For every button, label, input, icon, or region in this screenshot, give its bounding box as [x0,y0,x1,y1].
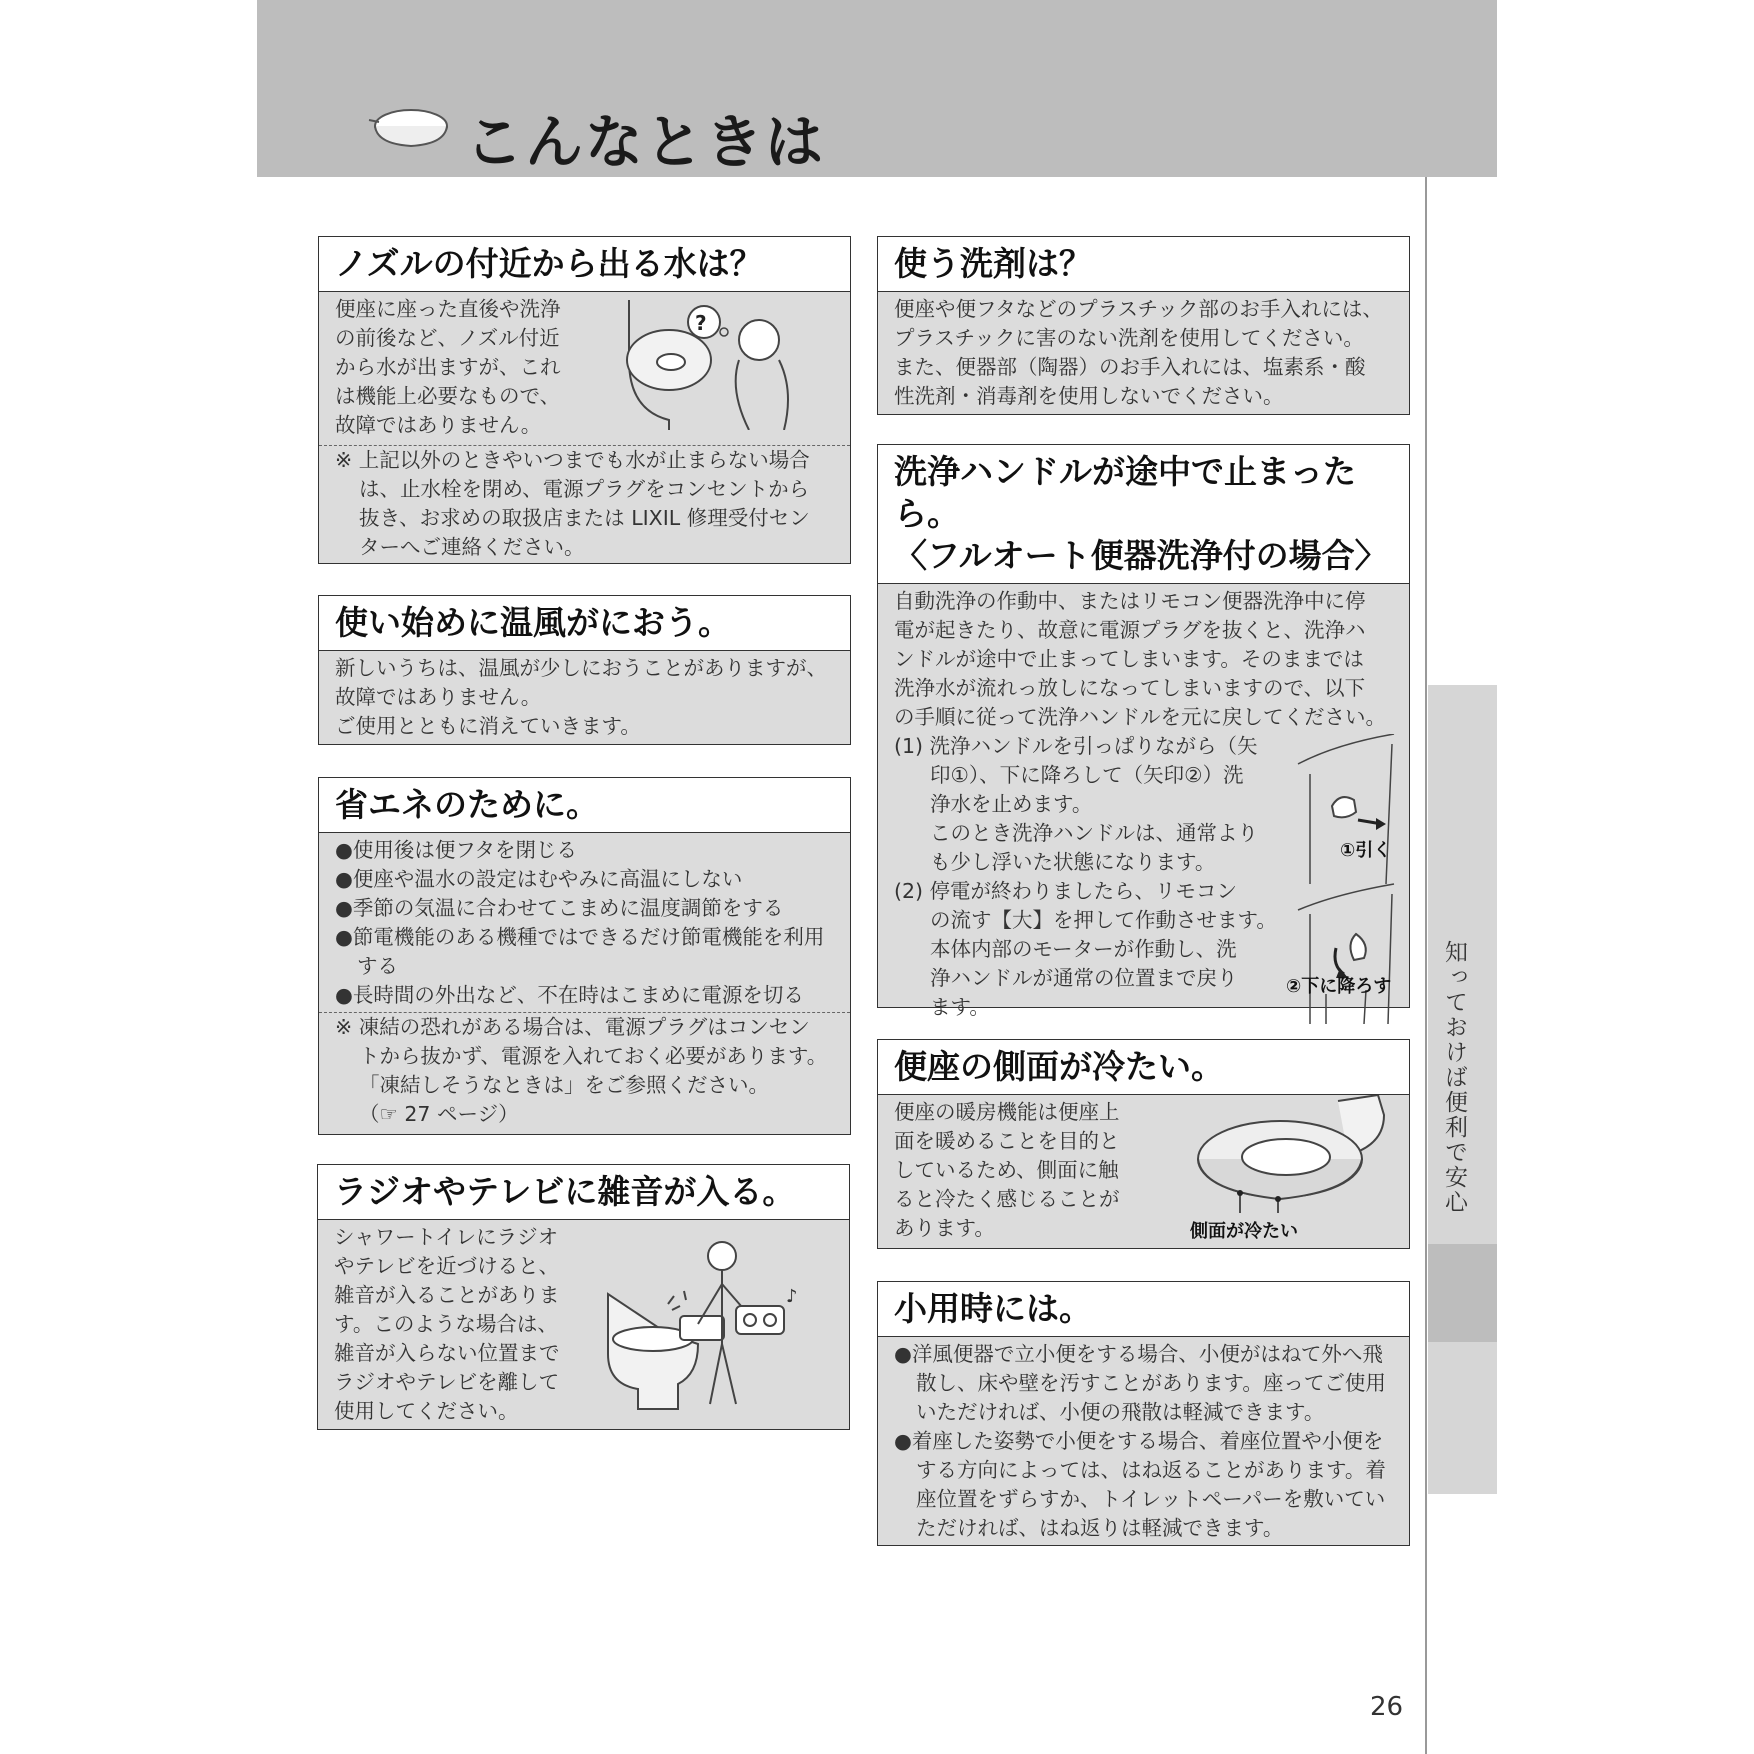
text-line: 新しいうちは、温風が少しにおうことがありますが、 [335,656,827,680]
text-line: 性洗剤・消毒剤を使用しないでください。 [894,384,1284,408]
note-line: トから抜かず、電源を入れておく必要があります。 [359,1044,828,1068]
toilet-seat-side-illustration [1188,1095,1388,1225]
text-line: 故障ではありません。 [335,413,542,437]
text-line: 雑音が入らない位置まで [334,1341,560,1365]
label-push-down: ②下に降ろす [1286,976,1392,997]
toilet-seat-icon [367,100,449,156]
step-line: ます。 [930,995,990,1019]
step-line: の流す【大】を押して作動させます。 [930,908,1277,932]
bullet-item: ●便座や温水の設定はむやみに高温にしない [335,867,743,891]
bullet-item: ●季節の気温に合わせてこまめに温度調節をする [335,896,784,920]
svg-text:?: ? [695,311,707,335]
section-handle [877,444,1410,1019]
section-detergent [877,236,1410,415]
bullet-item: ●使用後は便フタを閉じる [335,838,577,862]
bullet-item: ●長時間の外出など、不在時はこまめに電源を切る [335,983,804,1007]
note-line: （☞ 27 ページ） [359,1102,519,1126]
text-line: シャワートイレにラジオ [334,1225,559,1249]
section-smell [318,595,851,745]
note-line: 「凍結しそうなときは」をご参照ください。 [359,1073,769,1097]
section-title: 使い始めに温風がにおう。 [319,596,850,651]
section-nozzle [318,236,851,564]
section-title-line: 〈フルオート便器洗浄付の場合〉 [894,536,1388,575]
section-title: 省エネのために。 [319,778,850,833]
page-header [257,0,1497,177]
text-line: しているため、側面に触 [894,1158,1119,1182]
step-line: 浄水を止めます。 [930,792,1093,816]
text-line: 電が起きたり、故意に電源プラグを抜くと、洗浄ハ [894,618,1366,642]
step-line: 印①）、下に降ろして（矢印②）洗 [930,763,1244,787]
step-line: も少し浮いた状態になります。 [930,850,1216,874]
text-line: 洗浄水が流れっ放しになってしまいますので、以下 [894,676,1366,700]
text-line: 使用してください。 [334,1399,519,1423]
text-line: プラスチックに害のない洗剤を使用してください。 [894,326,1364,350]
page-number: 26 [1370,1692,1404,1722]
note-line: ※ 凍結の恐れがある場合は、電源プラグはコンセン [335,1015,810,1039]
note-line: ※ 上記以外のときやいつまでも水が止まらない場合 [335,448,810,472]
note-line: は、止水栓を閉め、電源プラグをコンセントから [359,477,810,501]
step-line: 浄ハンドルが通常の位置まで戻り [930,966,1238,990]
text-line: ると冷たく感じることが [894,1187,1120,1211]
text-line: 雑音が入ることがありま [334,1283,560,1307]
bullet-item: ●洋風便器で立小便をする場合、小便がはねて外へ飛散し、床や壁を汚すことがあります。座ってご使用いただければ、小便の飛散は軽減できます。 [894,1342,1386,1424]
text-line: 面を暖めることを目的と [894,1129,1120,1153]
section-title [878,445,1409,584]
section-cold-seat [877,1039,1410,1249]
text-line: また、便器部（陶器）のお手入れには、塩素系・酸 [894,355,1366,379]
person-toilet-illustration [609,300,819,430]
step-line: 本体内部のモーターが作動し、洗 [930,937,1237,961]
text-line: の手順に従って洗浄ハンドルを元に戻してください。 [894,705,1386,729]
text-line: やテレビを近づけると、 [334,1254,560,1278]
text-line: 自動洗浄の作動中、またはリモコン便器洗浄中に停 [894,589,1366,613]
section-title: 小用時には。 [878,1282,1409,1337]
text-line: の前後など、ノズル付近 [335,326,560,350]
svg-text:♪: ♪ [786,1286,798,1307]
label-pull: ①引く [1340,840,1392,861]
side-tab-band-lower [1428,1342,1497,1494]
text-line: 便座や便フタなどのプラスチック部のお手入れには、 [894,297,1383,321]
section-title: ノズルの付近から出る水は？ [319,237,850,292]
text-line: ンドルが途中で止まってしまいます。そのままでは [894,647,1364,671]
section-title: 便座の側面が冷たい。 [878,1040,1409,1095]
section-title: ラジオやテレビに雑音が入る。 [318,1165,849,1220]
note-line: 抜き、お求めの取扱店または LIXIL 修理受付セン [359,506,810,530]
text-line: 便座の暖房機能は便座上 [894,1100,1120,1124]
step-line: (2) 停電が終わりましたら、リモコン [894,879,1238,903]
section-title: 使う洗剤は？ [878,237,1409,292]
column-divider [1425,177,1427,1754]
bullet-item: ●着座した姿勢で小便をする場合、着座位置や小便をする方向によっては、はね返ることがあります。着座位置をずらすか、トイレットペーパーを敷いていただければ、はね返りは軽減できます。 [894,1429,1386,1540]
text-line: 便座に座った直後や洗浄 [335,297,561,321]
text-line: 故障ではありません。 [335,685,542,709]
step-line: このとき洗浄ハンドルは、通常より [930,821,1258,845]
note-line: ターへご連絡ください。 [359,535,585,559]
text-line: す。このような場合は、 [334,1312,558,1336]
section-urination [877,1281,1410,1546]
bullet-item: ●節電機能のある機種ではできるだけ節電機能を利用する [335,925,825,978]
section-eco [318,777,851,1135]
section-radio [317,1164,850,1430]
text-line: ラジオやテレビを離して [334,1370,560,1394]
text-line: あります。 [894,1216,995,1240]
section-title-line: 洗浄ハンドルが途中で止まったら。 [894,452,1356,533]
radio-noise-illustration [598,1234,808,1414]
text-line: は機能上必要なもので、 [335,384,561,408]
side-tab-label: 知っておけば便利で安心 [1441,940,1467,1215]
side-tab-active [1428,1244,1497,1342]
step-line: (1) 洗浄ハンドルを引っぱりながら（矢 [894,734,1258,758]
text-line: ご使用とともに消えていきます。 [335,714,641,738]
text-line: から水が出ますが、これ [335,355,561,379]
page-title: こんなときは [465,108,826,176]
label-side-cold: 側面が冷たい [1190,1221,1298,1242]
